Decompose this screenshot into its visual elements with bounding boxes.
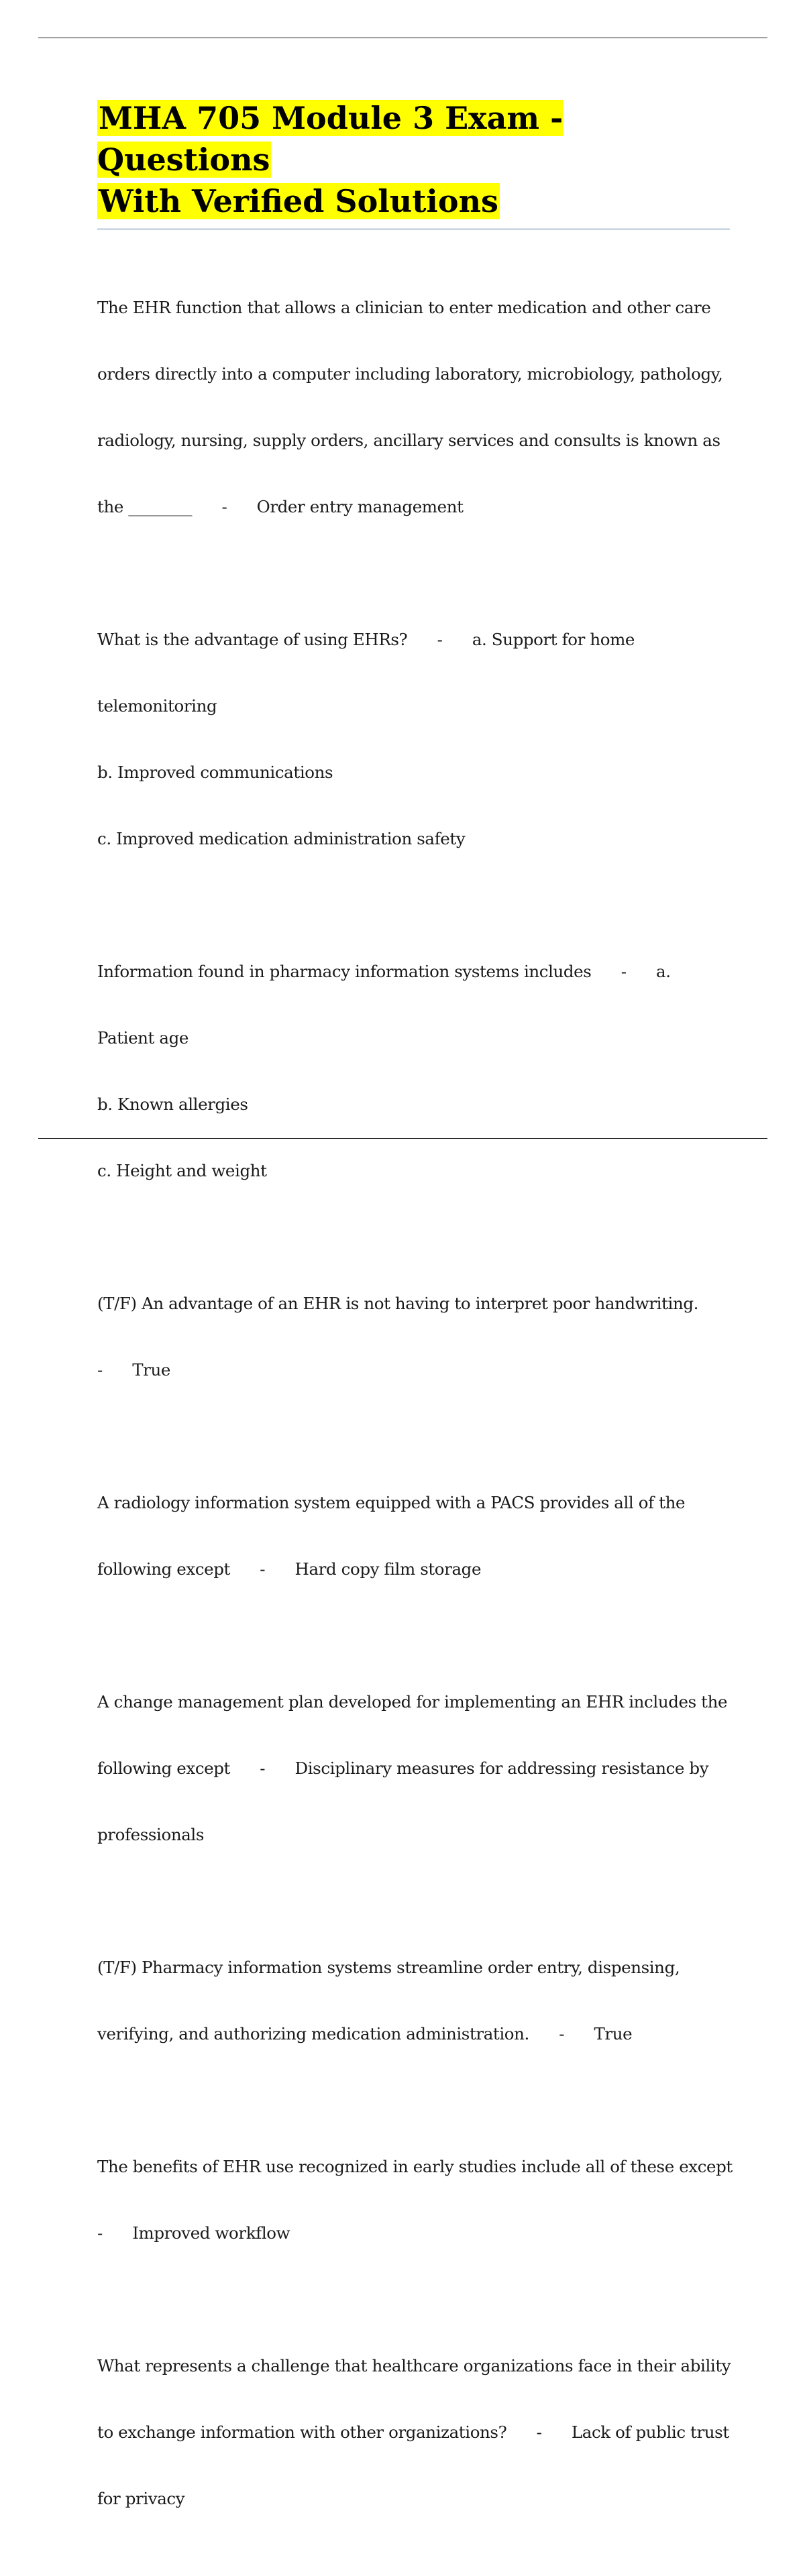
qa-line: telemonitoring bbox=[97, 696, 217, 716]
qa-item-3 bbox=[97, 916, 735, 1226]
qa-line: The EHR function that allows a clinician to enter medication and other care bbox=[97, 298, 711, 317]
title-highlight-2: With Verified Solutions bbox=[99, 183, 498, 219]
qa-line: the ________ - Order entry management bbox=[97, 497, 464, 516]
title-line-1 bbox=[97, 97, 735, 180]
qa-line: verifying, and authorizing medication administration. - True bbox=[97, 2024, 633, 2043]
qa-list bbox=[97, 252, 735, 2554]
qa-line: The benefits of EHR use recognized in early studies include all of these except bbox=[97, 2157, 733, 2176]
qa-line: (T/F) An advantage of an EHR is not having to interpret poor handwriting. bbox=[97, 1294, 698, 1313]
qa-line: professionals bbox=[97, 1825, 205, 1844]
qa-line: to exchange information with other organizations? - Lack of public trust bbox=[97, 2422, 729, 2442]
qa-line: What represents a challenge that healthcare organizations face in their ability bbox=[97, 2356, 731, 2375]
qa-line: c. Height and weight bbox=[97, 1161, 267, 1180]
title-line-2 bbox=[97, 180, 735, 222]
qa-item-6 bbox=[97, 1646, 735, 1890]
qa-item-2 bbox=[97, 584, 735, 894]
qa-item-8 bbox=[97, 2111, 735, 2288]
qa-line: following except - Disciplinary measures for addressing resistance by bbox=[97, 1758, 709, 1778]
qa-line: A change management plan developed for implementing an EHR includes the bbox=[97, 1692, 728, 1712]
qa-line: for privacy bbox=[97, 2489, 185, 2508]
qa-line: What is the advantage of using EHRs? - a. Support for home bbox=[97, 630, 635, 649]
qa-item-4 bbox=[97, 1248, 735, 1425]
qa-line: c. Improved medication administration safety bbox=[97, 829, 466, 848]
qa-line: Patient age bbox=[97, 1028, 189, 1048]
qa-line: b. Known allergies bbox=[97, 1095, 248, 1114]
qa-line: - Improved workflow bbox=[97, 2223, 290, 2243]
qa-line: radiology, nursing, supply orders, ancillary services and consults is known as bbox=[97, 431, 720, 450]
qa-line: A radiology information system equipped with a PACS provides all of the bbox=[97, 1493, 686, 1512]
qa-item-9 bbox=[97, 2310, 735, 2554]
qa-line: (T/F) Pharmacy information systems streamline order entry, dispensing, bbox=[97, 1958, 680, 1977]
qa-item-1 bbox=[97, 252, 735, 562]
qa-line: - True bbox=[97, 1360, 170, 1380]
document-page bbox=[97, 97, 735, 2576]
qa-line: following except - Hard copy film storage bbox=[97, 1559, 482, 1579]
document-title bbox=[97, 97, 735, 222]
qa-line: Information found in pharmacy information systems includes - a. bbox=[97, 962, 671, 981]
qa-line: b. Improved communications bbox=[97, 763, 333, 782]
qa-item-5 bbox=[97, 1447, 735, 1624]
title-highlight-1: MHA 705 Module 3 Exam - Questions bbox=[97, 100, 564, 178]
page-bottom-rule bbox=[38, 1138, 767, 1139]
qa-item-7 bbox=[97, 1912, 735, 2089]
qa-line: orders directly into a computer including laboratory, microbiology, pathology, bbox=[97, 364, 723, 384]
